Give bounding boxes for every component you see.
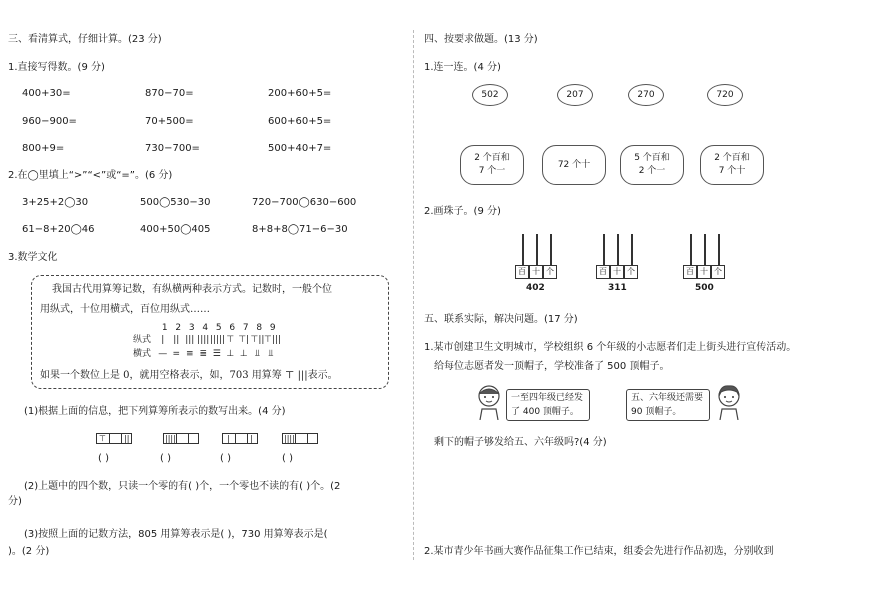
problem-1-line2: 给每位志愿者发一顶帽子，学校准备了 500 顶帽子。	[434, 361, 670, 372]
horizontal-rod-glyph: =	[172, 349, 181, 359]
digit-label: 5	[215, 323, 222, 333]
connect-title: 1.连一连。(4 分)	[424, 62, 501, 73]
horizontal-rod-glyph: —	[158, 349, 168, 359]
vertical-rod-glyph: ⊤||	[250, 335, 265, 345]
speech-line: 一至四年级已经发	[511, 393, 584, 403]
horizontal-rod-glyph: ≡	[185, 349, 194, 359]
digit-label: 1	[161, 323, 168, 333]
rod-box-4: ||||	[282, 433, 318, 444]
section-5-title: 五、联系实际，解决问题。(17 分)	[424, 314, 578, 325]
q2-item: 8+8+8◯71−6−30	[252, 224, 348, 235]
sub-question-3: (3)按照上面的记数方法，805 用算筹表示是( )，730 用算筹表示是(	[24, 529, 328, 540]
problem-1-line1: 1.某市创建卫生文明城市，学校组织 6 个年级的小志愿者们走上街头进行宣传活动。	[424, 342, 797, 353]
speech-bubble-right	[626, 389, 710, 421]
section-4-title: 四、按要求做题。(13 分)	[424, 34, 538, 45]
cloud-number[interactable]: 720	[707, 84, 743, 106]
place-label: 百	[515, 265, 529, 279]
vertical-rods-row	[156, 335, 281, 346]
vertical-rod-glyph: ||	[173, 335, 180, 345]
sub-question-2: (2)上题中的四个数，只读一个零的有( )个，一个零也不读的有( )个。(2	[24, 481, 341, 492]
culture-text-line2: 用纵式，十位用横式，百位用纵式……	[40, 304, 210, 315]
abacus-rod	[550, 234, 552, 265]
abacus-rod	[704, 234, 706, 265]
q2-item: 3+25+2◯30	[22, 197, 89, 208]
q1-item: 500+40+7=	[268, 143, 332, 154]
digit-label: 3	[188, 323, 195, 333]
vertical-rod-glyph: |||	[185, 335, 195, 345]
speech-line: 了 400 顶帽子。	[511, 407, 579, 417]
horizontal-rods-row	[156, 349, 278, 360]
q1-title: 1.直接写得数。(9 分)	[8, 62, 105, 73]
answer-blank[interactable]: ( )	[282, 453, 293, 464]
culture-text-line3: 如果一个数位上是 0，就用空格表示，如，703 用算筹 ⊤ |||表示。	[40, 370, 338, 381]
rod-box-1: ⊤ ||	[96, 433, 132, 444]
culture-text-line1: 我国古代用算筹记数，有纵横两种表示方式。记数时，一般个位	[52, 284, 332, 295]
q2-title: 2.在◯里填上“>”“<”或“=”。(6 分)	[8, 170, 173, 181]
abacus-number: 402	[526, 283, 545, 293]
vertical-rod-glyph: ⊤|	[238, 335, 250, 345]
abacus-rod	[690, 234, 692, 265]
rod-box-3: | |	[222, 433, 258, 444]
cloud-number[interactable]: 502	[472, 84, 508, 106]
abacus-rod	[603, 234, 605, 265]
horizontal-rod-glyph: ⫫	[254, 349, 260, 359]
child-boy-icon	[474, 384, 504, 420]
vertical-rod-glyph: ⊤|||	[264, 335, 281, 345]
horizontal-rod-glyph: ⊥	[239, 349, 248, 359]
place-label: 十	[529, 265, 543, 279]
abacus-title: 2.画珠子。(9 分)	[424, 206, 501, 217]
cloud-number[interactable]: 270	[628, 84, 664, 106]
answer-blank[interactable]: ( )	[98, 453, 109, 464]
place-label: 十	[697, 265, 711, 279]
abacus-rod	[522, 234, 524, 265]
speech-line: 五、六年级还需要	[631, 393, 704, 403]
place-label: 百	[596, 265, 610, 279]
abacus-number: 311	[608, 283, 627, 293]
card-line: 7 个十	[718, 166, 746, 176]
q1-item: 70+500=	[145, 116, 194, 127]
rod-box-2: ||||	[163, 433, 199, 444]
q1-item: 960−900=	[22, 116, 77, 127]
description-card-4[interactable]	[700, 145, 764, 185]
vertical-rod-glyph: |||||	[210, 335, 226, 345]
digit-label: 9	[269, 323, 276, 333]
digit-label: 6	[229, 323, 236, 333]
horizontal-form-label: 横式	[133, 349, 152, 359]
abacus-number: 500	[695, 283, 714, 293]
place-label: 个	[624, 265, 638, 279]
answer-blank[interactable]: ( )	[160, 453, 171, 464]
problem-2-line1: 2.某市青少年书画大赛作品征集工作已结束，组委会先进行作品初选，分别收到	[424, 546, 774, 557]
abacus-rod	[718, 234, 720, 265]
digit-label: 8	[256, 323, 263, 333]
horizontal-rod-glyph: ⊥	[226, 349, 235, 359]
place-label: 个	[711, 265, 725, 279]
place-label: 个	[543, 265, 557, 279]
card-line: 5 个百和	[634, 153, 670, 163]
speech-line: 90 顶帽子。	[631, 407, 682, 417]
digit-label: 7	[242, 323, 249, 333]
digit-header-row	[158, 323, 280, 334]
q2-item: 500◯530−30	[140, 197, 211, 208]
sub-question-1: (1)根据上面的信息，把下列算筹所表示的数写出来。(4 分)	[24, 406, 286, 417]
child-girl-icon	[714, 384, 744, 420]
column-divider	[413, 30, 414, 560]
answer-blank[interactable]: ( )	[220, 453, 231, 464]
card-line: 2 个百和	[474, 153, 510, 163]
abacus-rod	[617, 234, 619, 265]
vertical-rod-glyph: ||||	[197, 335, 210, 345]
abacus-rod	[536, 234, 538, 265]
digit-label: 2	[175, 323, 182, 333]
description-card-1[interactable]	[460, 145, 524, 185]
q1-item: 800+9=	[22, 143, 65, 154]
q2-item: 720−700◯630−600	[252, 197, 357, 208]
vertical-rod-glyph: |	[161, 335, 165, 345]
q2-item: 61−8+20◯46	[22, 224, 95, 235]
card-line: 2 个百和	[714, 153, 750, 163]
speech-bubble-left	[506, 389, 590, 421]
horizontal-rod-glyph: ≣	[199, 349, 208, 359]
q1-item: 870−70=	[145, 88, 194, 99]
problem-1-question: 剩下的帽子够发给五、六年级吗?(4 分)	[434, 437, 607, 448]
description-card-3[interactable]	[620, 145, 684, 185]
card-line: 2 个一	[638, 166, 666, 176]
digit-label: 4	[202, 323, 209, 333]
q1-item: 200+60+5=	[268, 88, 332, 99]
vertical-rod-glyph: ⊤	[226, 335, 235, 345]
q1-item: 600+60+5=	[268, 116, 332, 127]
card-line: 7 个一	[478, 166, 506, 176]
cloud-number[interactable]: 207	[557, 84, 593, 106]
section-3-title: 三、看清算式，仔细计算。(23 分)	[8, 34, 162, 45]
place-label: 百	[683, 265, 697, 279]
vertical-form-label: 纵式	[133, 335, 152, 345]
q1-item: 400+30=	[22, 88, 71, 99]
horizontal-rod-glyph: ⫫	[268, 349, 274, 359]
place-label: 十	[610, 265, 624, 279]
q1-item: 730−700=	[145, 143, 200, 154]
description-card-2[interactable]	[542, 145, 606, 185]
horizontal-rod-glyph: ☰	[212, 349, 221, 359]
sub-question-3-cont: )。(2 分)	[8, 546, 50, 557]
q3-title: 3.数学文化	[8, 252, 58, 263]
card-line: 72 个十	[557, 159, 591, 170]
abacus-rod	[631, 234, 633, 265]
q2-item: 400+50◯405	[140, 224, 211, 235]
sub-question-2-cont: 分)	[8, 496, 22, 507]
